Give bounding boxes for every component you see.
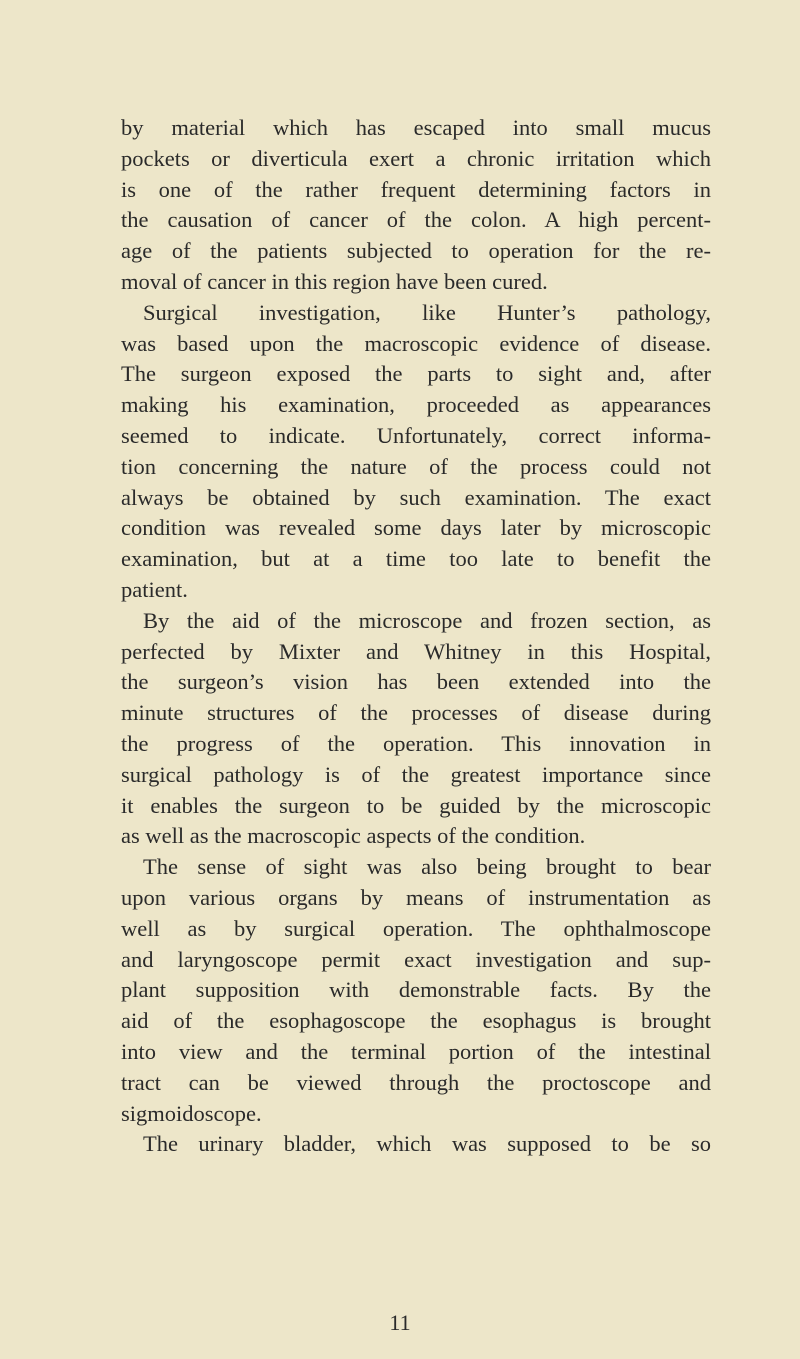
text-line: examination, but at a time too late to benefit the [121, 546, 711, 572]
text-line: condition was revealed some days later by microscopic [121, 515, 711, 541]
paragraph-2 [121, 298, 711, 606]
text-line: tion concerning the nature of the process could not [121, 453, 711, 479]
text-line: the causation of cancer of the colon. A high percent- [121, 207, 711, 233]
text-line: pockets or diverticula exert a chronic irritation which [121, 145, 711, 171]
text-line: moval of cancer in this region have been cured. [121, 268, 548, 294]
text-line: upon various organs by means of instrumentation as [121, 884, 711, 910]
text-line: perfected by Mixter and Whitney in this Hospital, [121, 638, 711, 664]
text-line: Surgical investigation, like Hunter’s pathology, [143, 299, 711, 325]
text-line: surgical pathology is of the greatest importance since [121, 761, 711, 787]
text-line: age of the patients subjected to operation for the re- [121, 238, 711, 264]
paragraph-5 [121, 1129, 711, 1160]
text-line: patient. [121, 576, 188, 602]
text-line: aid of the esophagoscope the esophagus is brought [121, 1008, 711, 1034]
text-line: seemed to indicate. Unfortunately, correct informa- [121, 422, 711, 448]
text-line: minute structures of the processes of disease during [121, 700, 711, 726]
text-line: The urinary bladder, which was supposed to be so [143, 1131, 711, 1157]
text-line: and laryngoscope permit exact investigation and sup- [121, 946, 711, 972]
text-line: as well as the macroscopic aspects of the condition. [121, 823, 586, 849]
paragraph-4 [121, 852, 711, 1129]
paragraph-3 [121, 606, 711, 852]
text-line: it enables the surgeon to be guided by the microscopic [121, 792, 711, 818]
text-line: into view and the terminal portion of the intestinal [121, 1038, 711, 1064]
page-number: 11 [389, 1310, 411, 1335]
text-line: The surgeon exposed the parts to sight and, after [121, 361, 711, 387]
paragraph-1 [121, 113, 711, 298]
text-line: tract can be viewed through the proctoscope and [121, 1069, 711, 1095]
text-line: was based upon the macroscopic evidence of disease. [121, 330, 711, 356]
text-line: sigmoidoscope. [121, 1100, 262, 1126]
body-text [121, 113, 711, 1160]
text-line: making his examination, proceeded as appearances [121, 392, 711, 418]
text-line: always be obtained by such examination. The exact [121, 484, 711, 510]
text-line: is one of the rather frequent determining factors in [121, 176, 711, 202]
text-line: the surgeon’s vision has been extended into the [121, 669, 711, 695]
text-line: The sense of sight was also being brought to bear [143, 854, 711, 880]
text-line: the progress of the operation. This innovation in [121, 730, 711, 756]
text-line: plant supposition with demonstrable facts. By the [121, 977, 711, 1003]
text-line: By the aid of the microscope and frozen section, as [143, 607, 711, 633]
text-line: by material which has escaped into small mucus [121, 115, 711, 140]
text-line: well as by surgical operation. The ophthalmoscope [121, 915, 711, 941]
